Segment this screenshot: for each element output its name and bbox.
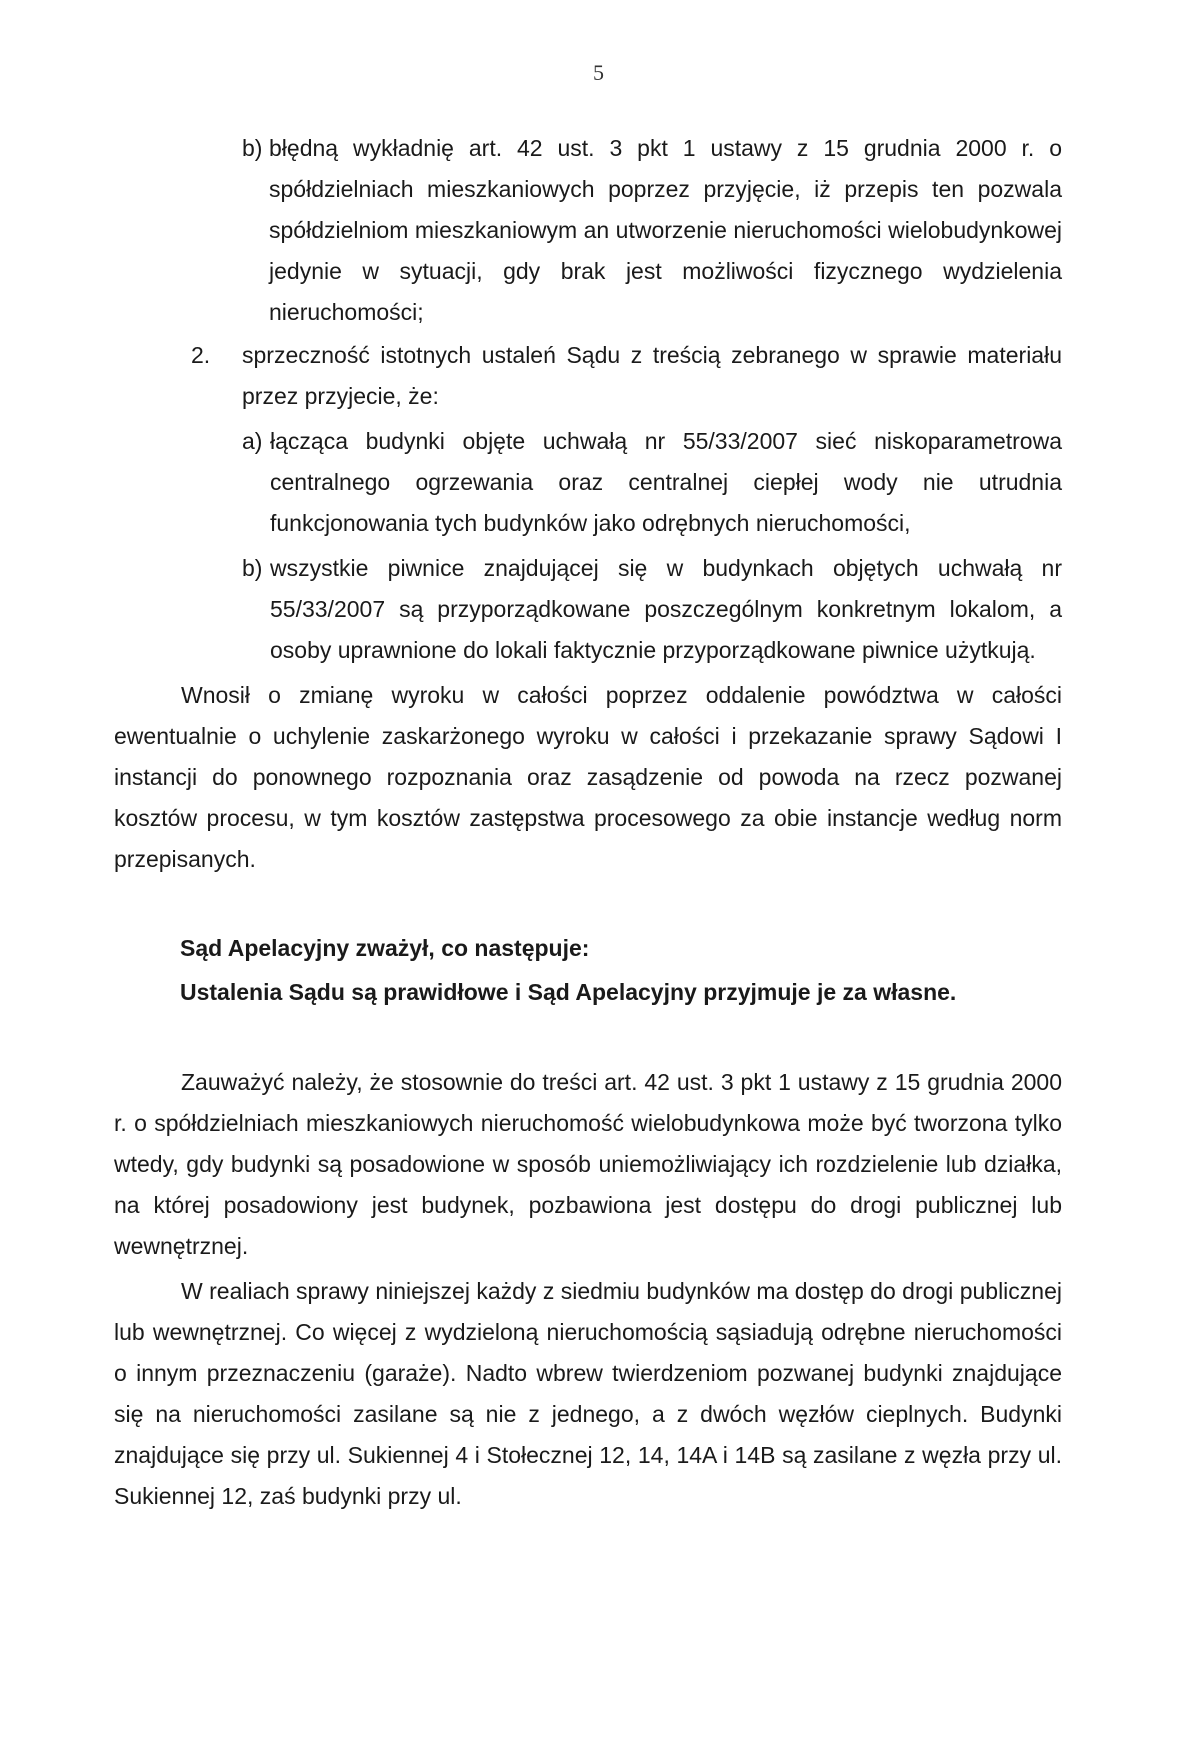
list-item-marker: 2. — [191, 342, 211, 368]
sub-item-marker: b) — [242, 555, 263, 581]
sub-item-b — [242, 548, 1062, 671]
page-number: 5 — [593, 60, 604, 85]
sub-item-text: wszystkie piwnice znajdującej się w budynkach objętych uchwałą nr 55/33/2007 są przyporządkowane poszczególnym konkretnym lokalom, a osoby uprawnione do lokali faktycznie przyporządkowane piwnice użytkują. — [270, 555, 1062, 663]
list-item-text: sprzeczność istotnych ustaleń Sądu z treścią zebranego w sprawie materiału przez przyjecie, że: — [242, 342, 1062, 409]
sub-item-a — [242, 421, 1062, 544]
list-item-text: błędną wykładnię art. 42 ust. 3 pkt 1 ustawy z 15 grudnia 2000 r. o spółdzielniach mieszkaniowych poprzez przyjęcie, iż przepis ten pozwala spółdzielniom mieszkaniowym an utworzenie nieruchomości wielobudynkowej jedynie w sytuacji, gdy brak jest możliwości fizycznego wydzielenia nieruchomości; — [269, 135, 1062, 325]
body-paragraph-1: Zauważyć należy, że stosownie do treści art. 42 ust. 3 pkt 1 ustawy z 15 grudnia 2000 r. o spółdzielniach mieszkaniowych nieruchomość wielobudynkowa może być tworzona tylko wtedy, gdy budynki są posadowione w sposób uniemożliwiający ich rozdzielenie lub działka, na której posadowiony jest budynek, pozbawiona jest dostępu do drogi publicznej lub wewnętrznej. — [114, 1069, 1062, 1259]
list-item-marker: b) — [242, 135, 263, 161]
section-subheading: Ustalenia Sądu są prawidłowe i Sąd Apelacyjny przyjmuje je za własne. — [180, 979, 957, 1005]
list-item-b — [242, 128, 1062, 333]
body-paragraph-2: W realiach sprawy niniejszej każdy z siedmiu budynków ma dostęp do drogi publicznej lub wewnętrznej. Co więcej z wydzieloną nieruchomością sąsiadują odrębne nieruchomości o innym przeznaczeniu (garaże). Nadto wbrew twierdzeniom pozwanej budynki znajdujące się na nieruchomości zasilane są nie z jednego, a z dwóch węzłów cieplnych. Budynki znajdujące się przy ul. Sukiennej 4 i Stołecznej 12, 14, 14A i 14B są zasilane z węzła przy ul. Sukiennej 12, zaś budynki przy ul. — [114, 1278, 1062, 1509]
sub-item-marker: a) — [242, 428, 263, 454]
list-item-2-head — [191, 335, 1062, 417]
section-heading: Sąd Apelacyjny zważył, co następuje: — [180, 935, 590, 961]
motion-paragraph: Wnosił o zmianę wyroku w całości poprzez oddalenie powództwa w całości ewentualnie o uchylenie zaskarżonego wyroku w całości i przekazanie sprawy Sądowi I instancji do ponownego rozpoznania oraz zasądzenie od powoda na rzecz pozwanej kosztów procesu, w tym kosztów zastępstwa procesowego za obie instancje według norm przepisanych. — [114, 682, 1062, 872]
list-item-2 — [191, 335, 1062, 671]
document-body — [114, 128, 1062, 1517]
sub-item-text: łącząca budynki objęte uchwałą nr 55/33/2007 sieć niskoparametrowa centralnego ogrzewania oraz centralnej ciepłej wody nie utrudnia funkcjonowania tych budynków jako odrębnych nieruchomości, — [270, 428, 1062, 536]
